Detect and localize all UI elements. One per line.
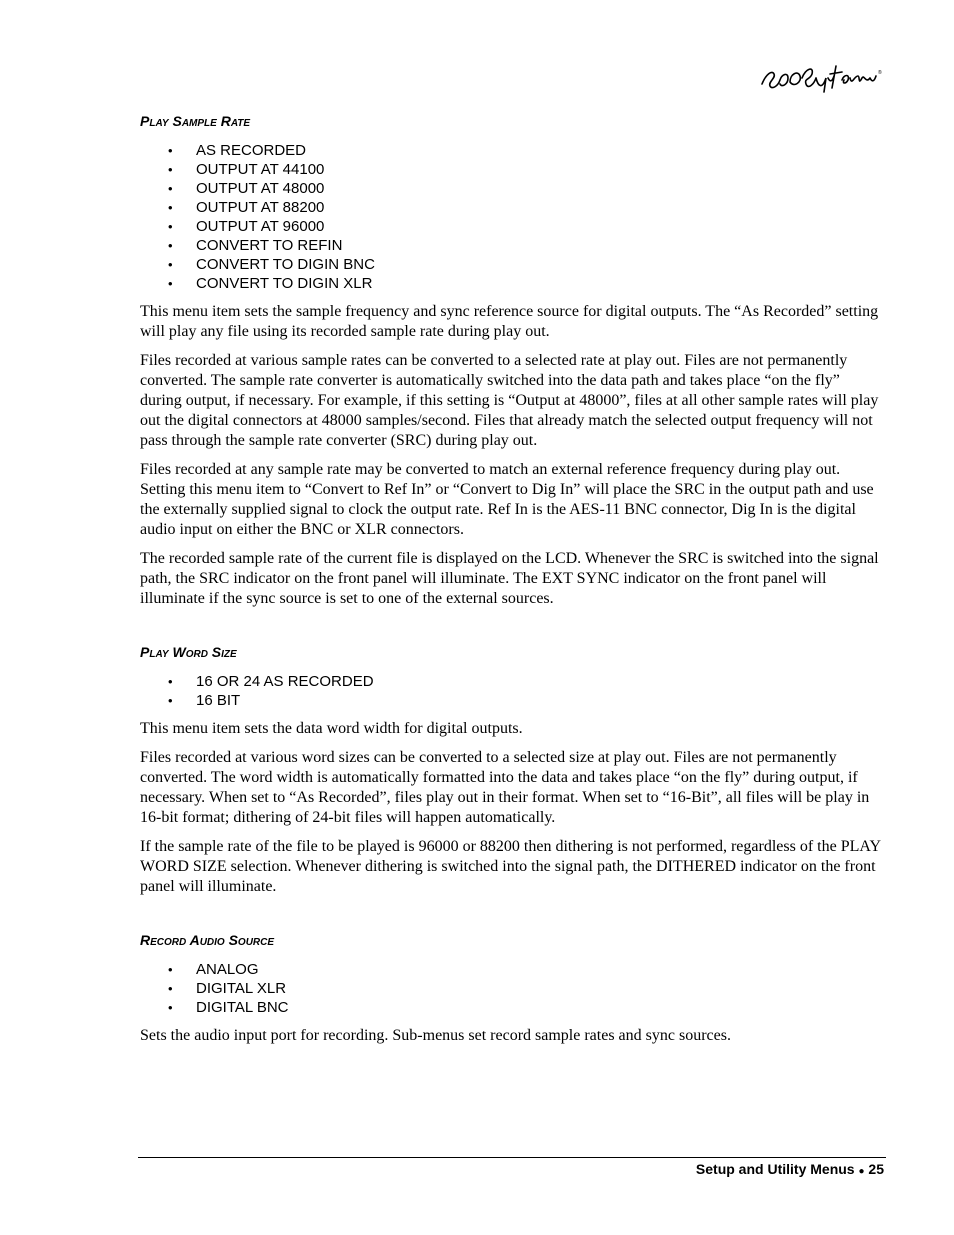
footer-bullet: ● [858, 1166, 865, 1177]
paragraph: Files recorded at any sample rate may be converted to match an external reference frequency during play out. Setting this menu item to “Convert to Ref In” or “Convert to Dig In” will place the SRC in the output path and use the externally supplied signal to clock the output rate. Ref In is the AES-11 BNC connector, Dig In is the digital audio input on either the BNC or XLR connectors. [140, 461, 874, 538]
section-record-audio-source [140, 931, 882, 1046]
list-item: • DIGITAL BNC [140, 998, 882, 1017]
list-item: • OUTPUT AT 48000 [140, 179, 882, 198]
list-item: • DIGITAL XLR [140, 979, 882, 998]
page-footer [140, 1160, 884, 1181]
list-item: • AS RECORDED [140, 141, 882, 160]
option-list [140, 141, 882, 293]
paragraph: This menu item sets the data word width for digital outputs. [140, 720, 523, 737]
section-play-word-size [140, 643, 882, 897]
paragraph: Sets the audio input port for recording. Sub-menus set record sample rates and sync sources. [140, 1027, 731, 1044]
list-item: • 16 BIT [140, 691, 882, 710]
paragraph: Files recorded at various sample rates can be converted to a selected rate at play out. Files are not permanently converted. The sample rate converter is automatically switched into the data path and takes place “on the fly” during output, if necessary. For example, if this setting is “Output at 48000”, files at all other sample rates will play out the digital connectors at 48000 samples/second. Files that already match the selected output frequency will not pass through the sample rate converter (SRC) during play out. [140, 352, 879, 449]
list-item: • OUTPUT AT 96000 [140, 217, 882, 236]
section-heading: Record Audio Source [140, 932, 275, 948]
list-item: • CONVERT TO REFIN [140, 236, 882, 255]
section-play-sample-rate [140, 112, 882, 609]
list-item: • ANALOG [140, 960, 882, 979]
page-content [140, 112, 882, 1046]
section-heading: Play Sample Rate [140, 113, 251, 129]
paragraph: This menu item sets the sample frequency and sync reference source for digital outputs. The “As Recorded” setting will play any file using its recorded sample rate during play out. [140, 303, 879, 340]
footer-section-title: Setup and Utility Menus [695, 1161, 855, 1177]
footer-rule [138, 1157, 886, 1158]
option-list [140, 672, 882, 710]
option-list [140, 960, 882, 1017]
paragraph: Files recorded at various word sizes can be converted to a selected size at play out. Files are not permanently converted. The word width is automatically formatted into the data and takes place “on the fly” during output, if necessary. When set to “As Recorded”, files play out in their format. When set to “16-Bit”, all files will be play in 16-bit format; dithering of 24-bit files will happen automatically. [140, 749, 870, 826]
paragraph: The recorded sample rate of the current file is displayed on the LCD. Whenever the SRC is switched into the signal path, the SRC indicator on the front panel will illuminate. The EXT SYNC indicator on the front panel will illuminate if the sync source is set to one of the external sources. [140, 550, 879, 607]
list-item: • CONVERT TO DIGIN XLR [140, 274, 882, 293]
list-item: • CONVERT TO DIGIN BNC [140, 255, 882, 274]
section-heading: Play Word Size [140, 644, 237, 660]
company-logo [756, 56, 884, 98]
list-item: • OUTPUT AT 88200 [140, 198, 882, 217]
list-item: • 16 OR 24 AS RECORDED [140, 672, 882, 691]
paragraph: If the sample rate of the file to be played is 96000 or 88200 then dithering is not performed, regardless of the PLAY WORD SIZE selection. Whenever dithering is switched into the signal path, the DITHERED indicator on the front panel will illuminate. [140, 838, 881, 895]
list-item: • OUTPUT AT 44100 [140, 160, 882, 179]
registered-mark: ® [878, 70, 882, 76]
page-number: 25 [868, 1161, 884, 1177]
